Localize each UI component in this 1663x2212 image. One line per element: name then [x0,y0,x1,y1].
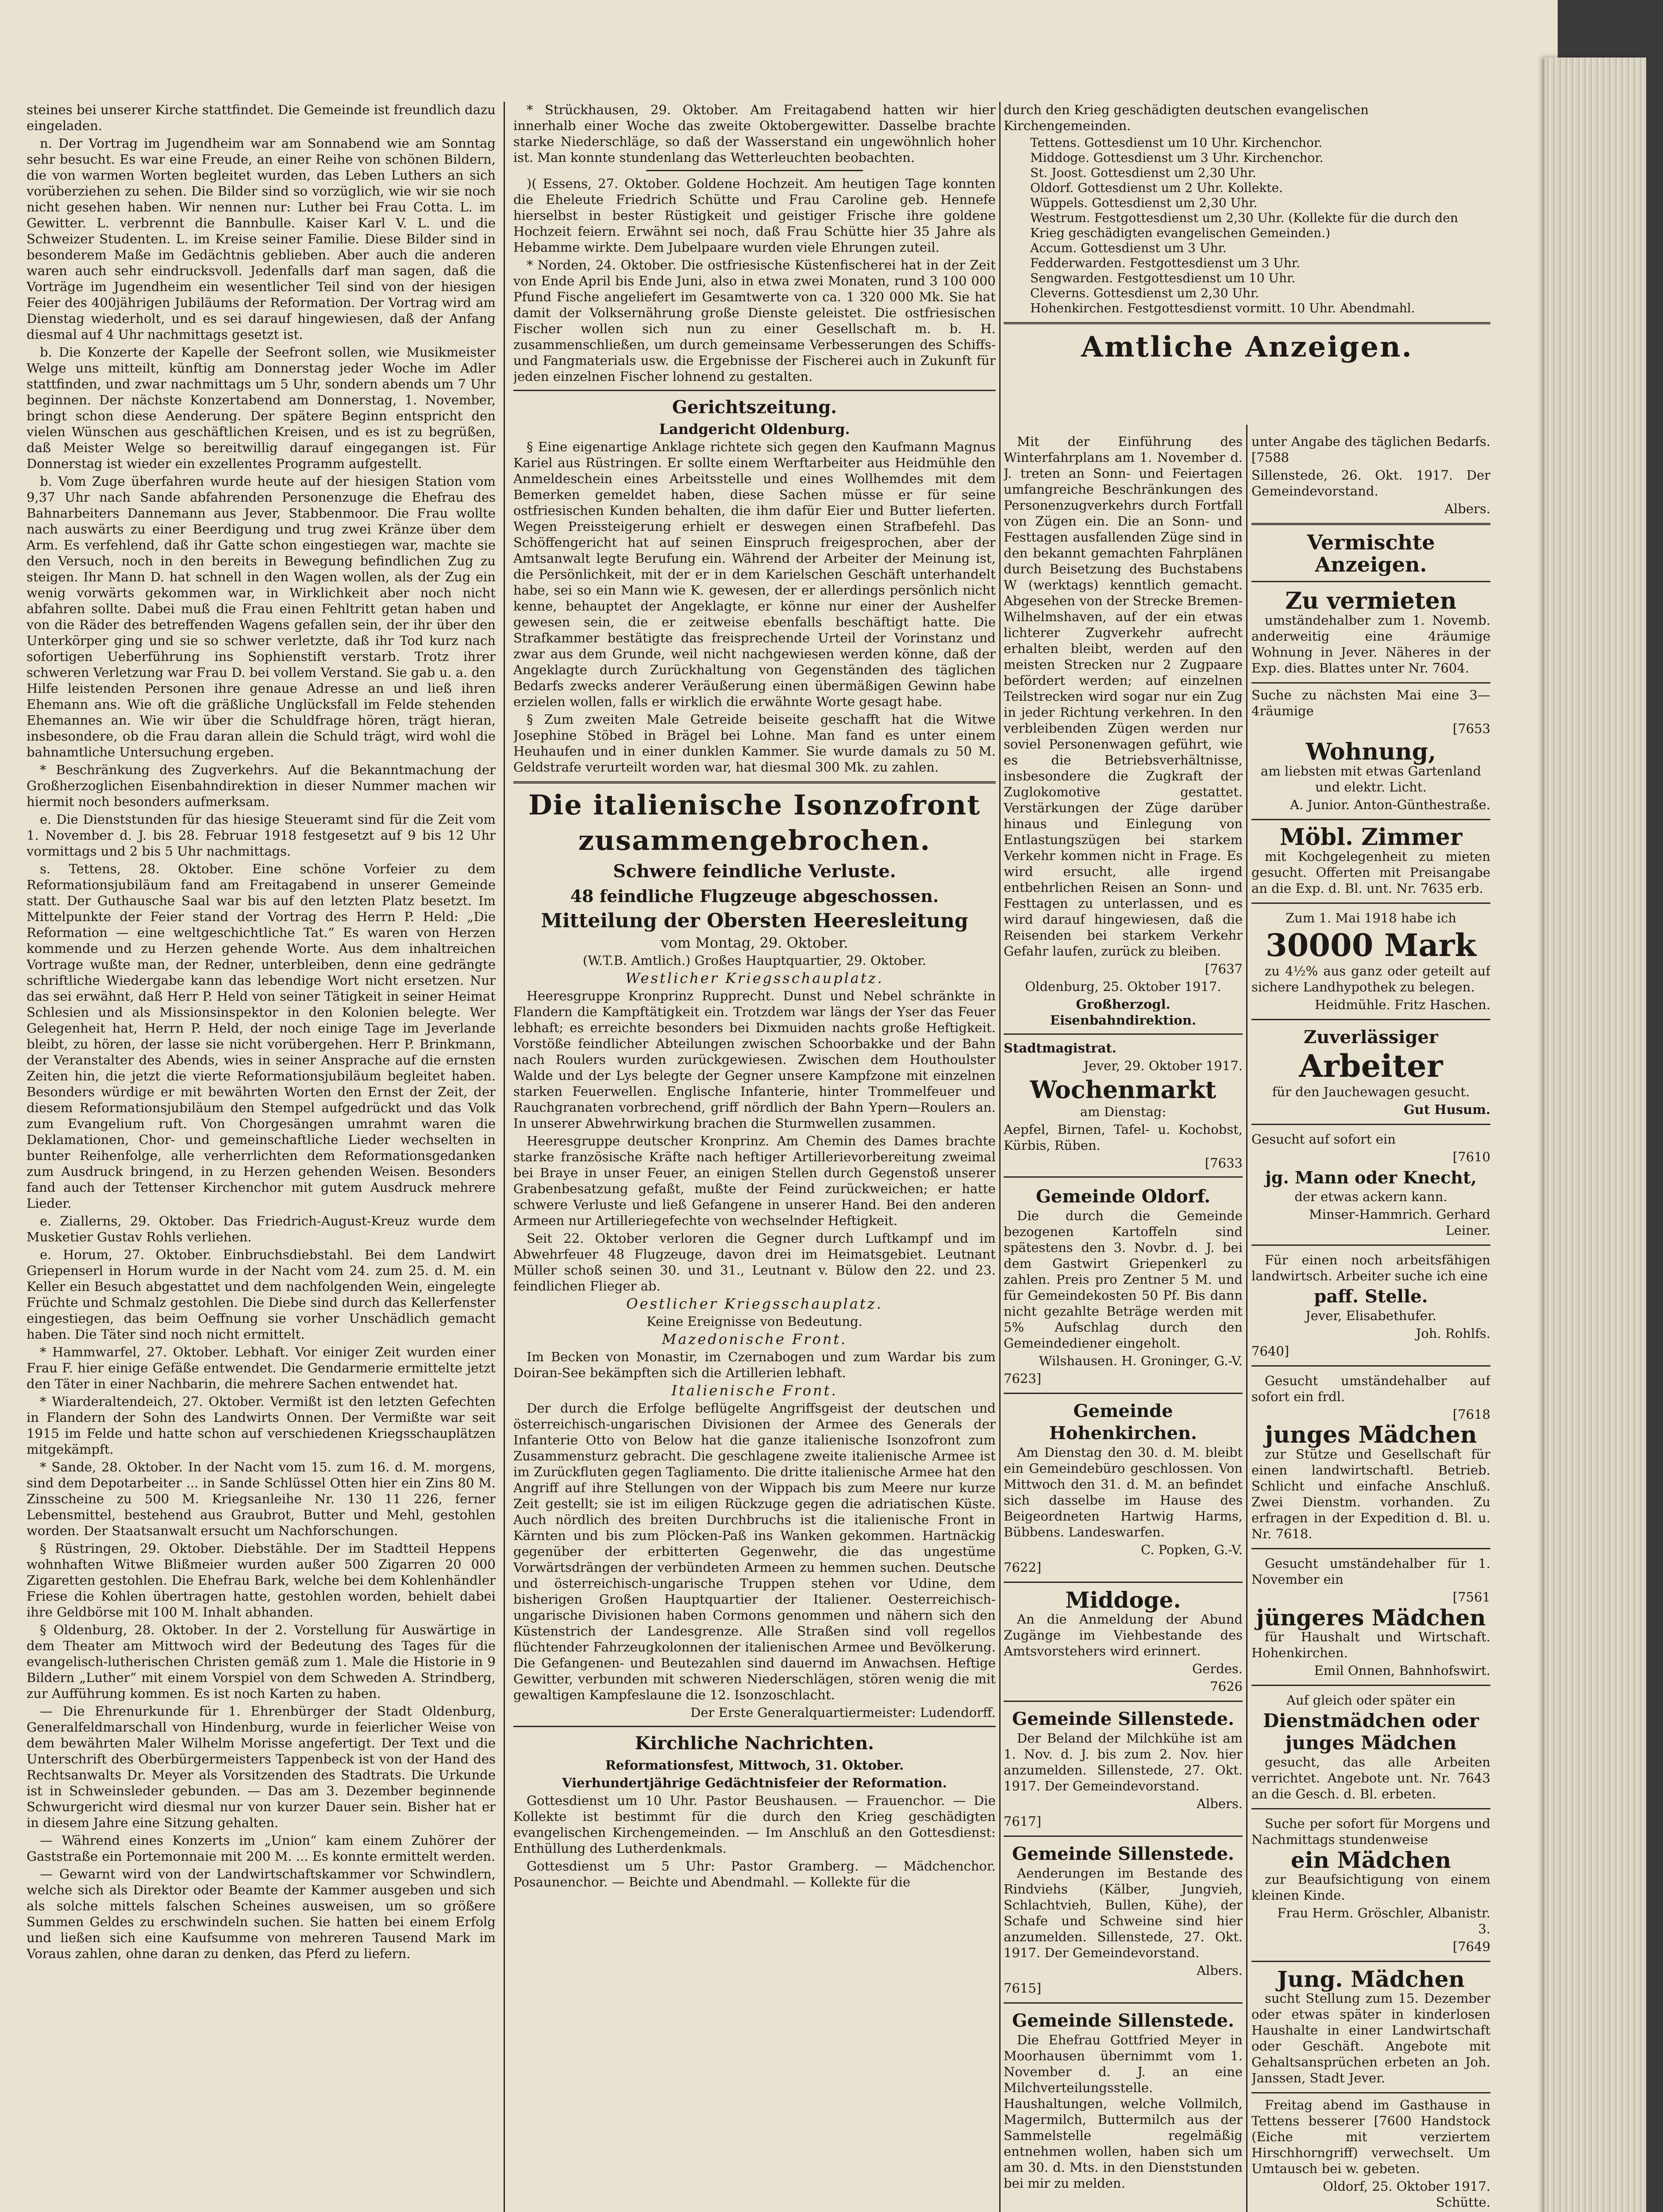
article-p: steines bei unserer Kirche stattfindet. Die Gemeinde ist freundlich dazu eingeladen. [27,102,496,133]
war-source: (W.T.B. Amtlich.) Großes Hauptquartier, 29. Oktober. [582,953,927,968]
ad-item [1251,687,1490,737]
ad-item [1251,1249,1490,1367]
ad-text: für den Jauchewagen gesucht. [1272,1084,1470,1099]
column-rule [504,102,505,2212]
ad-text: zu 4½% aus ganz oder geteilt auf sichere Landhypothek zu belegen. [1251,964,1490,995]
ad-item [1251,1024,1490,1125]
ad-item [1251,1813,1490,1962]
war-headline-4: 48 feindliche Flugzeuge abgeschossen. [570,886,939,906]
article-p: b. Die Konzerte der Kapelle der Seefront sollen, wie Musikmeister Welge uns mitteilt, künftig am Donnerstag jeder Woche im Adler stattfinden, und zwar nachmittags um 5 Uhr, sondern abends um 7 Uhr beginnen. Der nächste Konzertabend am Donnerstag, 1. November, bringt schon diese Aenderung. Der spätere Beginn entspricht den vielen Wünschen aus geschäftlichen Kreisen, und es ist zu begrüßen, daß Meister Welge so bereitwillig darauf eingegangen ist. Für Donnerstag ist wieder ein exzellentes Programm aufgestellt. [27,345,496,471]
market-title: Wochenmarkt [1030,1075,1216,1104]
article-p: Heeresgruppe deutscher Kronprinz. Am Chemin des Dames brachte starke französische Kräfte nach heftiger Artillerievorbereitung zweimal bei Braye in unser Feuer, an einigen Stellen durch Gegenstoß unserer Grabenbesatzung gefaßt, mußte der Feind zurückweichen; er hatte schwere Verluste und ließ Gefangene in unserer Hand. Bei den anderen Armeen nur Artilleriegefechte von wechselnder Heftigkeit. [513,1133,996,1228]
court-subtitle: Landgericht Oldenburg. [659,421,850,438]
war-headline-5: Mitteilung der Obersten Heeresleitung [541,910,968,932]
ad-title: Dienstmädchen oder junges Mädchen [1263,1710,1479,1754]
ad-item [1251,907,1490,1020]
article-p: § Zum zweiten Male Getreide beiseite geschafft hat die Witwe Josephine Stöbed in Brägel bei Lohne. Man fand es unter einem Heuhaufen und in einer dunklen Kammer. Sie wurde damals zu 50 M. Geldstrafe verurteilt worden war, hat diesmal 300 Mk. zu zahlen. [513,712,996,775]
church-continuation [1004,102,1490,370]
ad-sign: C. Popken, G.-V. [1141,1542,1243,1557]
service-item: Westrum. Festgottesdienst um 2,30 Uhr. (Kollekte für die durch den Krieg geschädigten evangelischen Gemeinden.) [1030,211,1458,240]
ad-title: Gemeinde Oldorf. [1036,1186,1211,1207]
ad-text: Die Ehefrau Gottfried Meyer in Moorhausen übernimmt vom 1. November d. J. an eine Milchverteilungsstelle. Haushaltungen, welche Vollmilch, Magermilch, Buttermilch aus der Sammelstelle regelmäßig entnehmen wollen, haben sich um am 30. d. Mts. in den Dienststunden bei mir zu melden. [1004,2032,1243,2191]
ad-sign: Albers. [1197,1963,1243,1978]
official-sign: Großherzogl. Eisenbahndirektion. [1050,997,1197,1028]
ad-item [1251,1966,1490,2093]
ad-text: für Haushalt und Wirtschaft. Hohenkirchen. [1251,1629,1490,1660]
service-item: Hohenkirchen. Festgottesdienst vormitt. 10 Uhr. Abendmahl. [1030,301,1415,315]
article-p: Im Becken von Monastir, im Czernabogen und zum Wardar bis zum Doiran-See bekämpften sich die Artillerien lebhaft. [513,1349,996,1380]
war-section: Mazedonische Front. [662,1331,847,1348]
ad-ref: [7649 [1452,1939,1490,1954]
ad-text: zur Beaufsichtigung von einem kleinen Kinde. [1251,1872,1490,1903]
divider [513,781,996,783]
ad-item [1251,1553,1490,1686]
ad-sign: Gut Husum. [1403,1102,1490,1117]
ad-sign: Gerdes. [1192,1661,1243,1676]
ad-text: der etwas ackern kann. [1294,1189,1447,1204]
market-items: Aepfel, Birnen, Tafel- u. Kochobst, Kürbis, Rüben. [1004,1122,1243,1153]
ad-sign: Oldorf, 25. Oktober 1917. Schütte. [1323,2179,1490,2210]
church-subtitle-2: Vierhundertjährige Gedächtnisfeier der Reformation. [562,1775,947,1790]
ad-title: Middoge. [1065,1587,1181,1613]
divider [1004,1176,1243,1178]
article-p: — Die Ehrenurkunde für 1. Ehrenbürger der Stadt Oldenburg, Generalfeldmarschall von Hindenburg, wurde in feierlicher Weise von dem bewährten Maler Wilhelm Morisse angefertigt. Der Text und die Unterschrift des Oberbürgermeisters Tappenbeck ist von der Hand des Rechtsanwalts Dr. Meyer als Vorsitzenden des Stadtrats. Die Urkunde ist in Schweinsleder gebunden. — Das am 3. Dezember beginnende Schwurgericht wird diesmal nur von kurzer Dauer sein. Bisher hat er in diesem Jahre eine Sitzung gehalten. [27,1704,496,1830]
ad-text: Gesucht umständehalber auf sofort ein frdl. [1251,1373,1490,1404]
ad-text: Gesucht auf sofort ein [1251,1132,1396,1147]
service-item: Fedderwarden. Festgottesdienst um 3 Uhr. [1030,256,1300,270]
ad-title: junges Mädchen [1265,1421,1477,1448]
magistrate-date: Jever, 29. Oktober 1917. [1083,1058,1243,1073]
ad-item [1251,824,1490,904]
article-p: § Eine eigenartige Anklage richtete sich gegen den Kaufmann Magnus Kariel aus Rüstringen. Er sollte einem Werftarbeiter aus Heidmühle den Anmeldeschein eines Arbeitsstelle und eines Wollhemdes mit dem Bemerken gemeldet haben, diese Sachen müsse er für seine ostfriesischen Kunden behalten, die ihm dafür Eier und Butter lieferten. Wegen Preissteigerung erhielt er deswegen einen Strafbefehl. Das Schöffengericht hat auf seinen Einspruch freigesprochen, aber der Amtsanwalt legte Berufung ein. Während der Arbeiter der Meinung ist, die Persönlichkeit, mit der er in dem Karielschen Geschäft unterhandelt habe, sei so ein Mann wie K. gewesen, der er allerdings persönlich nicht kenne, behauptet der Angeklagte, er könne nur einer der Aushelfer gewesen sein, die er zeitweise ebenfalls beschäftigt hatte. Die Strafkammer bestätigte das freisprechende Urteil der Vorinstanz und zwar aus dem Grunde, weil nicht nachgewiesen werden könne, daß der Angeklagte durch Zurückhaltung von Gegenständen des täglichen Bedarfs zwecks anderer Veräußerung einen übermäßigen Gewinn habe erzielen wollen, falls er wirklich die erwähnte Worte gesagt habe. [513,439,996,709]
article-p: § Oldenburg, 28. Oktober. In der 2. Vorstellung für Auswärtige in dem Theater am Mittwoch wird der Bedeutung des Tages für die evangelisch-lutherischen Christen gemäß zum 1. Male die Historie in 9 Bildern „Luther“ mit einem Vorspiel von dem Schweden A. Strindberg, zur Aufführung kommen. Es ist noch Karten zu haben. [27,1622,496,1701]
ad-ref: 7617] [1004,1814,1042,1829]
war-section: Westlicher Kriegsschauplatz. [625,970,884,987]
ad-text: Am Dienstag den 30. d. M. bleibt ein Gemeindebüro geschlossen. Von Mittwoch den 31. d. M. an befindet sich dasselbe im Hause des Beigeordneten Hartwig Harms, Bübbens. Landeswarfen. [1004,1445,1243,1540]
ad-sign: Albers. [1197,1796,1243,1811]
ad-text: Die durch die Gemeinde bezogenen Kartoffeln sind spätestens den 3. Novbr. d. J. bei dem Gastwirt Griepenkerl zu zahlen. Preis pro Zentner 5 M. und für Gemeindekosten 50 Pf. Bis dann nicht gezahlte Beträge werden mit 5% Aufschlag durch den Gemeindediener eingeholt. [1004,1208,1243,1351]
church-title: Kirchliche Nachrichten. [635,1733,874,1754]
court-title: Gerichtszeitung. [672,397,837,418]
ad-ref: 7615] [1004,1981,1042,1996]
column-3 [1004,434,1243,2212]
ad-ref: 7640] [1251,1344,1290,1359]
article-p: e. Die Dienststunden für das hiesige Steueramt sind für die Zeit vom 1. November d. J. bis 28. Februar 1918 festgesetzt auf 9 bis 12 Uhr vormittags und 2 bis 5 Uhr nachmittags. [27,812,496,859]
ad-sign: A. Junior. Anton-Günthestraße. [1290,797,1490,812]
article-p: * Sande, 28. Oktober. In der Nacht vom 15. zum 16. d. M. morgens, sind dem Depotarbeiter ... in Sande Schlüssel Otten hier ein Zins 80 M. Zinsscheine zu 500 M. Kriegsanleihe Nr. 130 11 226, ferner Lebensmittel, bestehend aus Graubrot, Butter und Mehl, gestohlen worden. Der Staatsanwalt ersucht um Nachforschungen. [27,1459,496,1538]
page-edge [1544,58,1646,2212]
war-section: Oestlicher Kriegsschauplatz. [626,1295,883,1312]
ad-text: Auf gleich oder später ein [1286,1693,1455,1708]
divider [1251,523,1490,525]
ad-gemeinde-hohenkirchen [1004,1398,1243,1583]
article-p: * Hammwarfel, 27. Oktober. Lebhaft. Vor einiger Zeit wurden einer Frau F. hier einige Gefäße entwendet. Die Gendarmerie ermittelte jetzt den Täter in einer Nachbarin, die mehrere Sachen entwendet hat. [27,1344,496,1391]
ad-title: Wohnung, [1305,738,1436,765]
official-title: Amtliche Anzeigen. [1081,330,1413,364]
ad-ref: [7610 [1452,1149,1490,1164]
article-p: § Rüstringen, 29. Oktober. Diebstähle. Der im Stadtteil Heppens wohnhaften Witwe Blißmeier wurden außer 500 Zigarren 20 000 Zigaretten gestohlen. Die Ehefrau Bark, welche bei dem Kohlenhändler Friese die Kohlen übertragen hatte, gestohlen worden, behielt dabei ihre Geldbörse mit 100 M. Inhalt abhanden. [27,1541,496,1620]
article-p: e. Ziallerns, 29. Oktober. Das Friedrich-August-Kreuz wurde dem Musketier Gustav Rohls verliehen. [27,1214,496,1244]
ad-title: paff. Stelle. [1314,1286,1428,1307]
ad-text: umständehalber zum 1. Novemb. anderweitig eine 4räumige Wohnung in Jever. Näheres in der Exp. dies. Blattes unter Nr. 7604. [1251,613,1490,676]
ad-item [1251,1690,1490,1809]
ad-item [1251,1129,1490,1246]
official-place: Oldenburg, 25. Oktober 1917. [1025,979,1221,994]
service-item: Middoge. Gottesdienst um 3 Uhr. Kirchenchor. [1030,150,1324,165]
ad-title: Gemeinde Hohenkirchen. [1049,1401,1197,1444]
ad-item [1251,2097,1490,2210]
ad-title: Zuverlässiger [1304,1027,1438,1048]
divider [513,390,996,391]
ad-sign: Minser-Hammrich. Gerhard Leiner. [1309,1207,1490,1238]
war-headline-2: zusammengebrochen. [578,824,931,856]
article-p: b. Vom Zuge überfahren wurde heute auf der hiesigen Station vom 9,37 Uhr nach Sande abfahrenden Personenzuge die Ehefrau des Bahnarbeiters Dannemann aus Jever, Stabbenmoor. Die Frau wollte nach auswärts zu einer Beerdigung und trug zwei Kränze über dem Arm. Es verfehlend, daß ihr Gatte schon eingestiegen war, machte sie den Versuch, noch in den bereits in Bewegung befindlichen Zug zu steigen. Ihr Mann D. hat schnell in den Wagen wollen, als der Zug ein wenig vorwärts gekommen war, in Wirklichkeit aber noch nicht abfahren sollte. Dabei muß die Frau einen Fehltritt getan haben und von die Räder des betreffenden Wagens gefallen sein, der ihr über den Unterkörper ging und sie so schwer verletzte, daß ihr Tod kurz nach sofortigen Ueberführung ins Sophienstift verstarb. Trotz ihrer schweren Verletzung war Frau D. bei vollem Verstand. Sie gab u. a. den Hilfe leistenden Personen ihre genaue Adresse an und ließ ihren Ehemann ans. Wie oft die gräßliche Unglücksfall im Felde stehenden Ehemannes an. Wie wir über die Schuldfrage hören, trägt hieran, insbesondere, ob die Frau daran allein die Schuld trägt, wird wohl die bahnamtliche Untersuchung ergeben. [27,474,496,760]
ad-title: Jung. Mädchen [1277,1966,1465,1992]
article-p: Der durch die Erfolge beflügelte Angriffsgeist der deutschen und österreichisch-ungarischen Divisionen der Armee des Generals der Infanterie Otto von Below hat die ganze italienische Isonzofront zum Zusammensturz gebracht. Die geschlagene zweite italienische Armee ist im Zurückfluten gegen Tagliamento. Die dritte italienische Armee hat den Angriff auf ihre Stellungen von der Wippach bis zum Meere nur kurze Zeit gestellt; sie ist im eiligen Rückzuge gegen die adriatischen Küste. Auch nördlich des breiten Durchbruchs ist die italienische Front in Kärnten und bis zum Plöcken-Paß ins Wanken gekommen. Hartnäckig gegenüber der erbitterten Gegenwehr, die das ungestüme Vorwärtsdrängen der verbündeten Armeen zu hemmen suchen. Deutsche und österreichisch-ungarische Truppen stehen vor Udine, dem bisherigen Großen Hauptquartier der Italiener. Oesterreichisch-ungarische Divisionen haben Cormons genommen und nähern sich den Küstenstrich der Landesgrenze. Alle Straßen sind voll regellos flüchtender Fahrzeugkolonnen der italienischen Armee und Bevölkerung. Die Gefangenen- und Beutezahlen sind dauernd im Anwachsen. Heftige Gewitter, verbunden mit schweren Niederschlägen, stören wenig die mit gewaltigen Kampfeslaune die 12. Isonzoschlacht. [513,1401,996,1702]
ad-item [1251,1370,1490,1549]
service-item: Cleverns. Gottesdienst um 2,30 Uhr. [1030,286,1259,300]
ad-text: zur Stütze und Gesellschaft für einen landwirtschaftl. Betrieb. Schlicht und einfache Anschluß. Zwei Dienstm. vorhanden. Zu erfragen in der Expedition d. Bl. u. Nr. 7618. [1251,1447,1490,1541]
ad-text: Freitag abend im Gasthause in Tettens besserer [7600 Handstock (Eiche mit verziertem Hirschhorngriff) verwechselt. Um Umtausch bei w. gebeten. [1251,2097,1490,2176]
column-4 [1251,434,1490,2212]
ad-sign: Frau Herm. Gröschler, Albanistr. 3. [1277,1905,1490,1936]
ad-gemeinde-sillenstede [1004,1705,1243,1837]
service-item: Tettens. Gottesdienst um 10 Uhr. Kirchenchor. [1030,135,1323,150]
article-p: s. Tettens, 28. Oktober. Eine schöne Vorfeier zu dem Reformationsjubiläum fand am Freitagabend in unserer Gemeinde statt. Der Guthausche Saal war bis auf den letzten Platz besetzt. Im Mittelpunkte der Feier stand der Vortrag des Herrn P. Held: „Die Reformation — eine weltgeschichtliche Tat.“ Es waren von Herzen kommende und zu Herzen gehende Worte. Aus dem inhaltreichen Vortrage wußte man, der Redner, unterbleiben, denn eine gedrängte schriftliche Wiedergabe kann das lebendige Wort nicht ersetzen. Nur das sei erwähnt, daß Herr P. Held von seiner Tätigkeit in seiner Heimat Schlesien und als Missionsinspektor in den Kolonien belegte. Wer Gelegenheit hat, Herrn P. Held, der noch einige Tage im Jeverlande bleibt, zu hören, der lasse sie nicht vorübergehen. Herr P. Brinkmann, der Veranstalter des Abends, wies in seiner Ansprache auf die ernsten Zeiten hin, die jetzt die vierte Reformationsjubiläum begleitet haben. Besonders würdige er mit bewährten Worten den Ernst der Zeit, der diesem Reformationsjubiläum den Stempel aufgedrückt und das Volk zum Evangelium ruft. Von Chorgesängen umrahmt waren die Deklamationen, Chor- und gemeinschaftliche Lieder wechselten in bunter Reihenfolge, alle verherrlichten dem Reformationsgedanken zum Ausdruck bringend, in zu Herzen gehenden Weisen. Besonders fand auch der Tettenser Kirchenchor mit gutem Ausdruck mehrere Lieder. [27,861,496,1211]
ad-text: Zum 1. Mai 1918 habe ich [1285,910,1457,926]
ad-ref: 7622] [1004,1560,1042,1575]
service-item: Wüppels. Gottesdienst um 2,30 Uhr. [1030,196,1258,210]
ad-sign: Joh. Rohlfs. [1416,1326,1490,1341]
article-p: Gottesdienst um 10 Uhr. Pastor Beushausen. — Frauenchor. — Die Kollekte ist bestimmt für die durch den Krieg geschädigten evangelischen Kirchengemeinden. — Im Anschluß an den Gottesdienst: Enthüllung des Lutherdenkmals. [513,1793,996,1856]
market-ref: [7633 [1205,1156,1243,1171]
war-section: Italienische Front. [671,1382,838,1399]
ad-text: Suche zu nächsten Mai eine 3—4räumige [1251,687,1490,718]
ad-middoge [1004,1586,1243,1702]
ad-sign: Albers. [1444,501,1490,516]
ad-sign: Heidmühle. Fritz Haschen. [1315,997,1490,1012]
ad-text: mit Kochgelegenheit zu mieten gesucht. Offerten mit Preisangabe an die Exp. d. Bl. unt. Nr. 7635 erb. [1251,849,1490,896]
article-p: Gottesdienst um 5 Uhr: Pastor Gramberg. — Mädchenchor. Posaunenchor. — Beichte und Abendmahl. — Kollekte für die [513,1859,996,1889]
ad-ref: [7618 [1452,1407,1490,1422]
ad-item [1251,588,1490,684]
article-p: * Wiarderaltendeich, 27. Oktober. Vermißt ist den letzten Gefechten in Flandern der Sohn des Landwirts Onnen. Der Vermißte war seit 1915 im Felde und hatte schon auf verschiedenen Kriegsschauplätzen mitgekämpft. [27,1394,496,1457]
ad-text: Gesucht umständehalber für 1. November ein [1251,1556,1490,1587]
ad-ref: 7623] [1004,1371,1042,1386]
divider [1251,581,1490,582]
ad-ref: [7653 [1452,721,1490,736]
ad-text: Sillenstede, 26. Okt. 1917. Der Gemeindevorstand. [1251,468,1490,499]
ad-ref: 7626 [1210,1679,1243,1694]
ad-title: jüngeres Mädchen [1256,1605,1486,1631]
ad-title: Arbeiter [1299,1048,1443,1084]
ad-text: Suche per sofort für Morgens und Nachmittags stundenweise [1251,1816,1490,1847]
column-2 [513,102,996,2212]
ad-text: An die Anmeldung der Abund Zugänge im Viehbestande des Amtsvorstehers wird erinnert. [1004,1612,1243,1659]
market-day: am Dienstag: [1080,1104,1166,1119]
article-p: Seit 22. Oktober verloren die Gegner durch Luftkampf und im Abwehrfeuer 48 Flugzeuge, davon drei im Heimatsgebiet. Leutnant Müller schoß seinen 30. und 31., Leutnant v. Bülow den 22. und 23. feindlichen Flieger ab. [513,1231,996,1294]
article-p: * Beschränkung des Zugverkehrs. Auf die Bekanntmachung der Großherzoglichen Eisenbahndirektion in dieser Nummer machen wir hiermit noch besonders aufmerksam. [27,762,496,809]
war-signature: Der Erste Generalquartiermeister: Ludendorff. [690,1705,996,1720]
article-p: * Strückhausen, 29. Oktober. Am Freitagabend hatten wir hier innerhalb einer Woche das zweite Oktobergewitter. Dasselbe brachte starke Niederschläge, so daß der Wasserstand ein ungewöhnlich hoher ist. Man konnte stundenlang das Wetterleuchten beobachten. [513,102,996,165]
ad-title: Gemeinde Sillenstede. [1012,1709,1234,1729]
article-p: — Während eines Konzerts im „Union“ kam einem Zuhörer der Gaststraße ein Portemonnaie mit 200 M. ... Es konnte ermittelt werden. [27,1833,496,1864]
ad-text: Jever, Elisabethufer. [1305,1308,1436,1323]
ad-text: sucht Stellung zum 15. Dezember oder etwas später in kinderlosen Haushalte in einer Landwirtschaft oder Geschäft. Angebote mit Gehaltsansprüchen erbeten an Joh. Janssen, Stadt Jever. [1251,1991,1490,2085]
ad-gemeinde-sillenstede [1004,2007,1243,2197]
article-p: Keine Ereignisse von Bedeutung. [647,1314,862,1329]
ad-text: gesucht, das alle Arbeiten verrichtet. Angebote unt. Nr. 7643 an die Gesch. d. Bl. erbeten. [1251,1755,1490,1801]
ad-ref: [7561 [1452,1590,1490,1605]
service-list [1030,135,1490,316]
war-headline-1: Die italienische Isonzofront [528,789,981,821]
column-1 [27,102,496,2212]
vermischte-title: Vermischte Anzeigen. [1307,530,1435,576]
article-p: * Norden, 24. Oktober. Die ostfriesische Küstenfischerei hat in der Zeit von Ende April bis Ende Juni, also in etwa zwei Monaten, rund 3 100 000 Pfund Fische angeliefert im Gesamtwerte von ca. 1 320 000 Mk. Sie hat damit der Volksernährung große Dienste geleistet. Die ostfriesischen Fischer wollen sich nun zu einer Gesellschaft m. b. H. zusammenschließen, um durch gemeinsame Verbesserungen des Schiffs- und Fangmaterials usw. die Ergebnisse der Fischerei auch in Zukunft für jeden einzelnen Fischer lohnend zu gestalten. [513,257,996,384]
column-rule [999,102,1001,2212]
ad-title: 30000 Mark [1265,927,1477,964]
article-p: — Gewarnt wird von der Landwirtschaftskammer vor Schwindlern, welche sich als Direktor oder Beamte der Kammer ausgeben und sich als solche mittels falschen Scheines ausweisen, um so größere Summen Geldes zu erschwindeln suchen. Sie hatten bei einem Erfolg und ließen sich eine Kaufsumme von mehreren Tausend Mark im Voraus zahlen, ohne daran zu denken, das Pferd zu liefern. [27,1866,496,1961]
magistrate-head: Stadtmagistrat. [1004,1041,1116,1056]
official-text: Mit der Einführung des Winterfahrplans am 1. November d. J. treten an Sonn- und Feiertagen umfangreiche Beschränkungen des Personenzugverkehrs durch Fortfall von Zügen ein. Die an Sonn- und Festtagen ausfallenden Züge sind in den bekannt gemachten Fahrplänen durch Beisetzung des Buchstabens W (werktags) kenntlich gemacht. Abgesehen von der Strecke Bremen-Wilhelmshaven, auf der ein etwas lichterer Zugverkehr aufrecht erhalten bleibt, werden auf den meisten Strecken nur 2 Zugpaare befördert werden; auf einzelnen Teilstrecken wird sogar nur ein Zug in jeder Richtung verkehren. In den verbleibenden Zügen werden nur soviel Personenwagen geführt, wie es die Betriebsverhältnisse, insbesondere die Zugkraft der Zuglokomotive gestattet. Verstärkungen der Züge darüber hinaus und Einlegung von Entlastungszügen bei starkem Verkehr kommen nicht in Frage. Es wird ersucht, alle irgend entbehrlichen Reisen an Sonn- und Festtagen zu unterlassen, und es wird darauf hingewiesen, daß die Reisenden bei starkem Verkehr Gefahr laufen, zurück zu bleiben. [1004,434,1243,959]
column-rule [1246,425,1247,2212]
ad-text: unter Angabe des täglichen Bedarfs. [7588 [1251,434,1490,465]
ad-gemeinde-oldorf [1004,1183,1243,1394]
ad-text: am liebsten mit etwas Gartenland und elektr. Licht. [1260,764,1482,795]
article-p: Heeresgruppe Kronprinz Rupprecht. Dunst und Nebel schränkte in Flandern die Kampftätigkeit ein. Trotzdem war längs der Yser das Feuer lebhaft; es erreichte besonders bei Dixmuiden nachts große Heftigkeit. Vorstöße feindlicher Abteilungen zwischen Schoorbakke und der Bahn nach Roulers wurden zurückgewiesen. Zwischen dem Houthoulster Walde und der Lys belegte der Gegner unsere Kampfzone mit einzelnen starken Feuerwellen. Englische Infanterie, hinter Trommelfeuer und Rauchgranaten vorbrechend, griff nördlich der Bahn Ypern—Roulers an. In unserer Abwehrwirkung brachen die Sturmwellen zusammen. [513,988,996,1131]
article-p: n. Der Vortrag im Jugendheim war am Sonnabend wie am Sonntag sehr besucht. Es war eine Freude, an einer Reihe von schönen Bildern, die von warmen Worten begleitet wurden, das Leben Luthers an sich vorüberziehen zu sehen. Die Bilder sind so vorzüglich, wie wir sie noch nicht gesehen haben. Wir nennen nur: Luther bei Frau Cotta. L. im Gewitter. L. verbrennt die Bannbulle. Kaiser Karl V. L. und die Schweizer Studenten. L. im Kreise seiner Familie. Diese Bilder sind in besonderem Maße im Gedächtnis geblieben. Aber auch die anderen waren auch sehr eindrucksvoll. Jedenfalls darf man sagen, daß die Vorträge im Jugendheim ein wesentlicher Teil sind von der hiesigen Feier des 400jährigen Jubiläums der Reformation. Der Vortrag wird am Dienstag wiederholt, und es sei darauf hingewiesen, daß der Anfang diesmal auf 4 Uhr nachmittags gesetzt ist. [27,136,496,342]
war-headline-3: Schwere feindliche Verluste. [613,861,896,882]
article-p: e. Horum, 27. Oktober. Einbruchsdiebstahl. Bei dem Landwirt Griepenserl in Horum wurde in der Nacht vom 24. zum 25. d. M. ein Keller ein Besuch abgestattet und dem nachfolgenden Wein, eingelegte Früchte und Schmalz gestohlen. Die Diebe sind durch das Kellerfenster eingestiegen, das beim Oeffnung sie vorher Unschädlich gemacht haben. Die Täter sind noch nicht ermittelt. [27,1247,496,1342]
service-item: Oldorf. Gottesdienst um 2 Uhr. Kollekte. [1030,180,1283,195]
service-item: St. Joost. Gottesdienst um 2,30 Uhr. [1030,165,1256,180]
article-p: durch den Krieg geschädigten deutschen evangelischen Kirchengemeinden. [1004,102,1369,133]
ad-sign: Wilshausen. H. Groninger, G.-V. [1039,1353,1243,1368]
ad-sign: Emil Onnen, Bahnhofswirt. [1314,1663,1490,1678]
divider [646,170,863,171]
ad-text: Aenderungen im Bestande des Rindviehs (Kälber, Jungvieh, Schlachtvieh, Bullen, Kühe), der Schafe und Schweine sind hier anzumelden. Sillenstede, 27. Okt. 1917. Der Gemeindevorstand. [1004,1866,1243,1960]
ad-title: Zu vermieten [1285,588,1457,614]
ad-text: Der Beland der Milchkühe ist am 1. Nov. d. J. bis zum 2. Nov. hier anzumelden. Sillenstede, 27. Okt. 1917. Der Gemeindevorstand. [1004,1731,1243,1793]
church-subtitle: Reformationsfest, Mittwoch, 31. Oktober. [605,1758,904,1773]
war-dateline: vom Montag, 29. Oktober. [661,934,848,951]
ad-title: jg. Mann oder Knecht, [1265,1167,1477,1187]
ad-title: Gemeinde Sillenstede. [1012,2010,1234,2031]
service-item: Sengwarden. Festgottesdienst um 10 Uhr. [1030,271,1296,285]
ad-title: ein Mädchen [1290,1847,1451,1873]
service-item: Accum. Gottesdienst um 3 Uhr. [1030,241,1227,255]
divider [513,1726,996,1727]
ad-item [1251,738,1490,820]
divider [1004,322,1490,324]
ad-title: Gemeinde Sillenstede. [1012,1843,1234,1864]
ad-title: Möbl. Zimmer [1279,824,1463,851]
official-ref: [7637 [1205,961,1243,976]
divider [1004,1033,1243,1035]
ad-gemeinde-sillenstede [1004,1840,1243,2004]
article-p: )( Essens, 27. Oktober. Goldene Hochzeit. Am heutigen Tage konnten die Eheleute Friedrich Schütte und Frau Caroline geb. Hennefe hierselbst in bester Rüstigkeit und geistiger Frische ihre goldene Hochzeit feiern. Erwähnt sei noch, daß Frau Schütte hier 35 Jahre als Hebamme wirkte. Dem Jubelpaare wurden viele Ehrungen zuteil. [513,176,996,255]
ad-text: Für einen noch arbeitsfähigen landwirtsch. Arbeiter suche ich eine [1251,1252,1490,1283]
